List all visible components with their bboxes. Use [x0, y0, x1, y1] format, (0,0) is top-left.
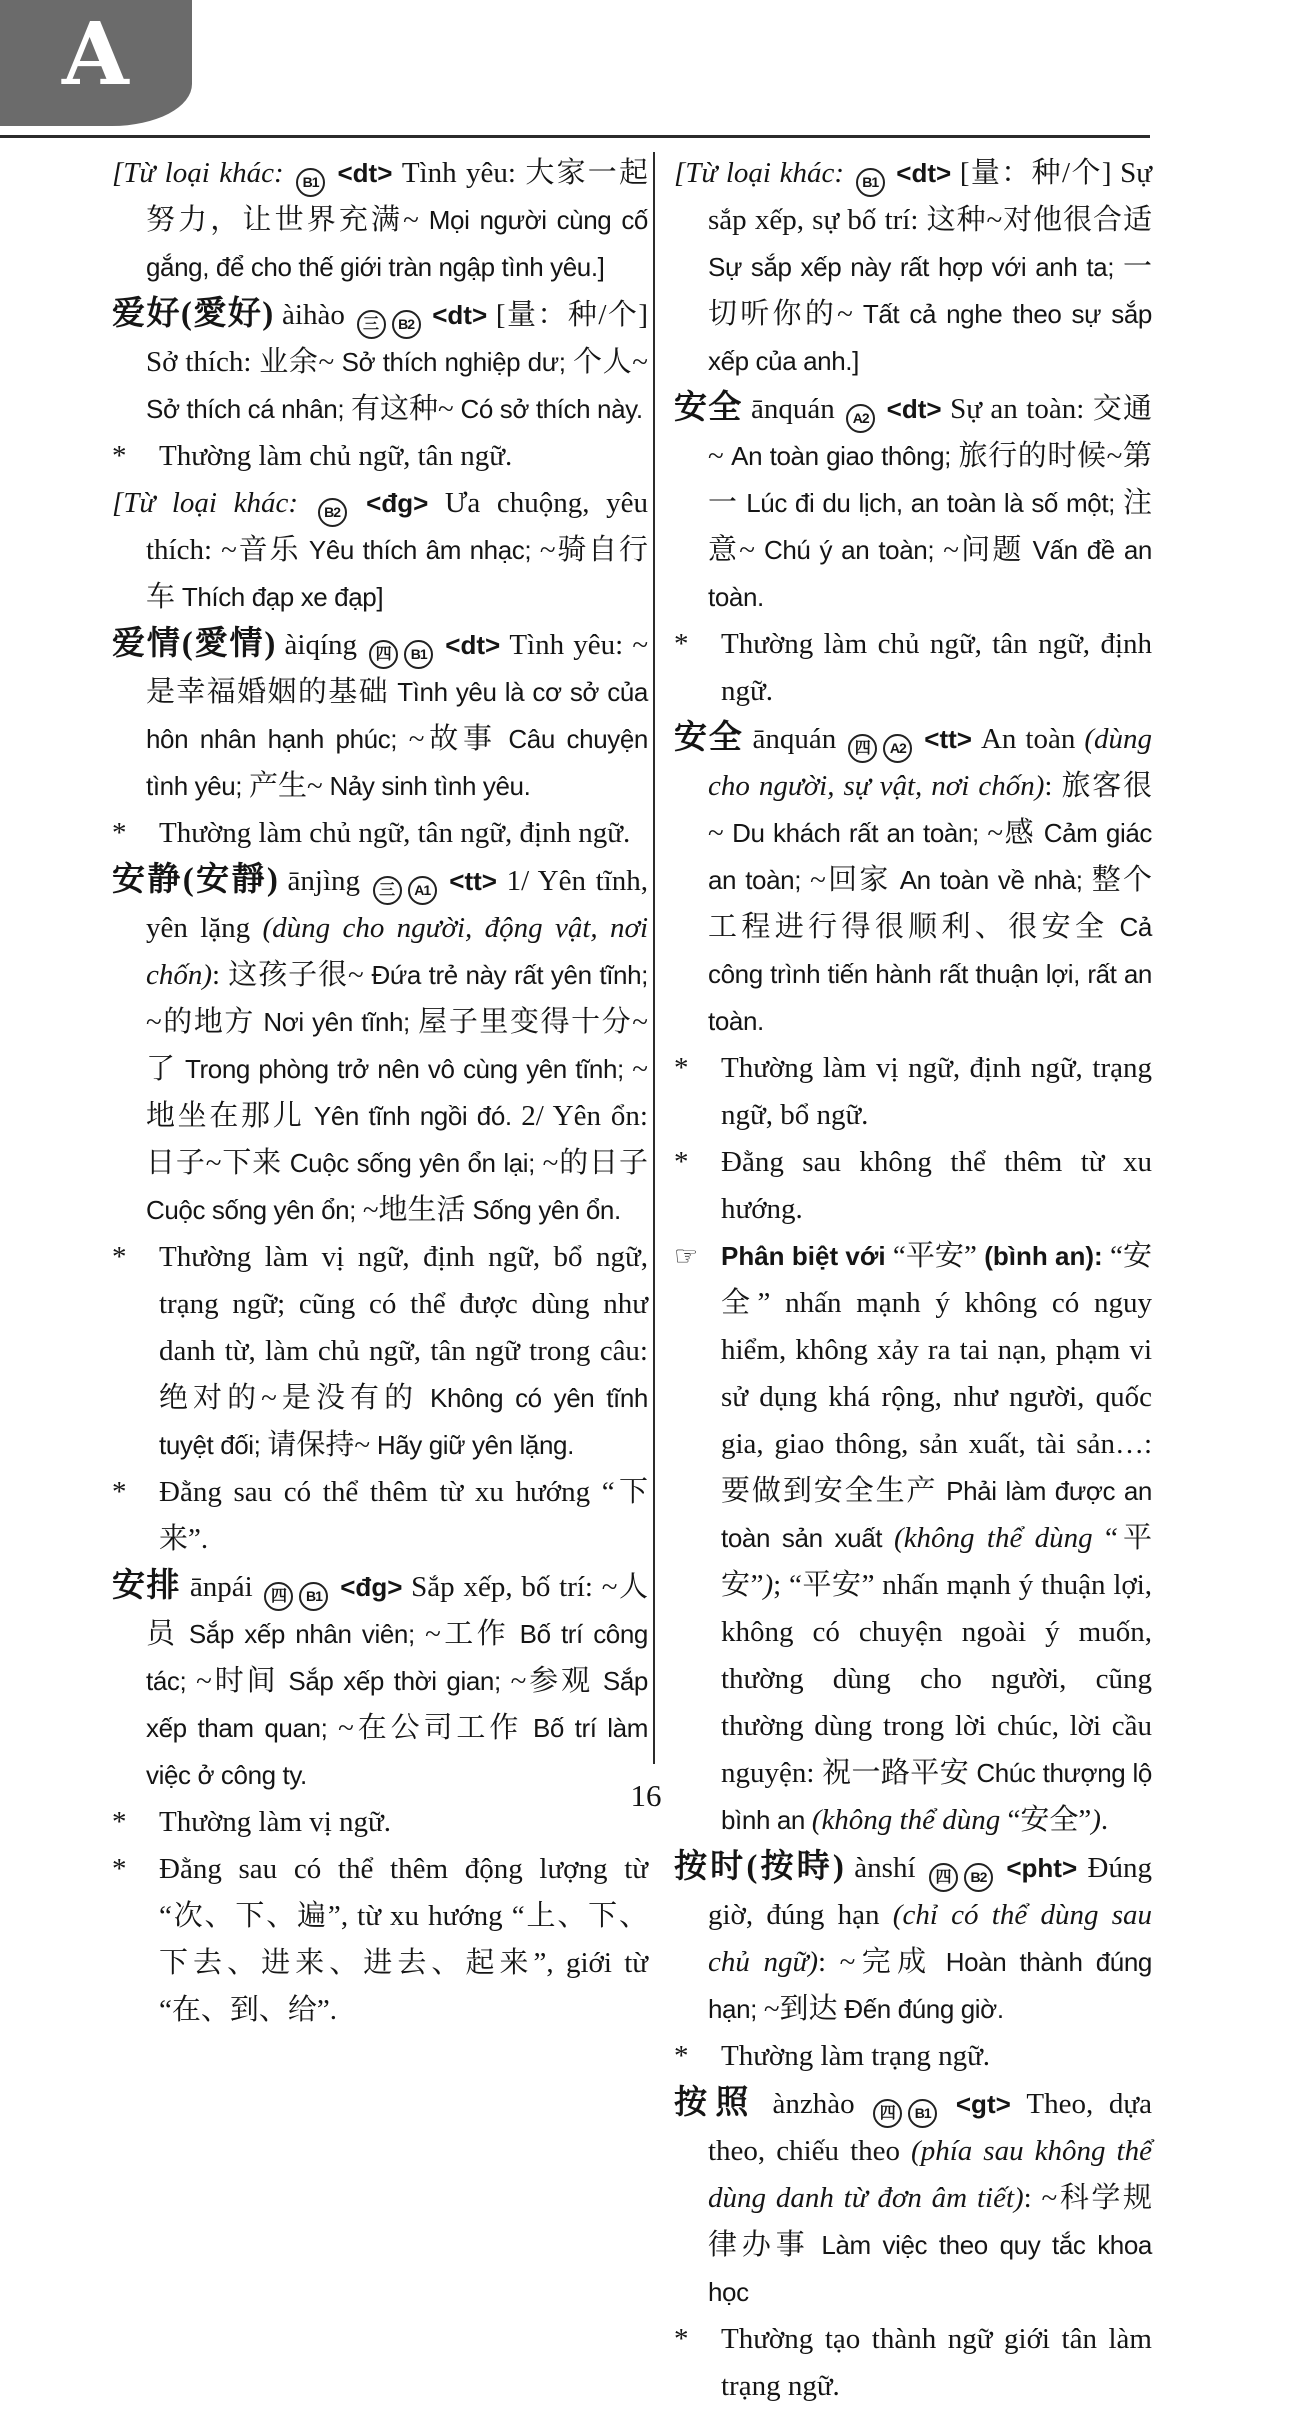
text-run: Làm việc theo quy tắc khoa học: [708, 2230, 1152, 2307]
chinese-text: “安全”: [1007, 1804, 1092, 1836]
text-run: Sắp xếp tham quan;: [146, 1666, 648, 1743]
chinese-text: ~骑自行车: [146, 534, 648, 613]
text-run: ): [1091, 1804, 1101, 1836]
text-run: Du khách rất an toàn;: [723, 818, 988, 848]
usage-note: [112, 1846, 648, 2034]
text-run: Yên tĩnh ngồi đó.: [304, 1101, 522, 1131]
text-run: Vấn đề an toàn.: [708, 535, 1152, 612]
chinese-text: “平安”: [789, 1569, 875, 1601]
text-run: (không thể dùng: [811, 1804, 1008, 1836]
chinese-text: 一切听你的~: [708, 251, 1152, 330]
chinese-text: 祝一路平安: [822, 1757, 970, 1789]
chinese-text: ~音乐: [221, 534, 301, 566]
dictionary-entry: [674, 715, 1152, 1045]
continuation-note: [674, 150, 1152, 385]
level-badge: B1: [856, 168, 885, 197]
chinese-text: 业余~: [259, 346, 335, 378]
chinese-text: 日子~下来: [146, 1147, 283, 1179]
level-badge: A1: [408, 876, 437, 905]
text-run: An toàn về nhà;: [890, 865, 1092, 895]
chinese-text: ~故事: [408, 723, 497, 755]
text-run: Có sở thích này.: [453, 394, 643, 424]
text-run: ;: [773, 1569, 790, 1601]
text-run: Đằng sau không thể thêm từ xu hướng.: [721, 1146, 1152, 1225]
text-run: Thường tạo thành ngữ giới tân làm trạng ngữ.: [721, 2323, 1152, 2402]
asterisk-marker: *: [112, 1806, 127, 1838]
chinese-text: ~的地方: [146, 1006, 255, 1038]
text-run: Bố trí công tác;: [146, 1619, 648, 1696]
hsk-level-badge: 四: [848, 734, 877, 763]
headword: 安静(安靜): [112, 862, 278, 898]
chinese-text: ~完成: [839, 1946, 933, 1978]
text-run: Thường làm chủ ngữ, tân ngữ, định ngữ.: [159, 817, 631, 849]
chinese-text: ~地生活: [362, 1194, 466, 1226]
text-run: Tình yêu:: [509, 629, 633, 661]
text-run: Sự sắp xếp, sự bố trí:: [708, 157, 1152, 236]
pinyin: ānjìng: [277, 865, 370, 897]
chinese-text: “上、下、下去、进来、进去、起来”: [159, 1900, 649, 1979]
text-run: Sắp xếp nhân viên;: [178, 1619, 426, 1649]
text-run: ): [763, 1569, 774, 1601]
text-run: 1/ Yên tĩnh, yên lặng: [146, 865, 648, 944]
text-run: Hoàn thành đúng hạn;: [708, 1947, 1152, 2024]
text-run: An toàn: [980, 723, 1085, 755]
pinyin: àihào: [273, 299, 354, 331]
chinese-text: ~工作: [425, 1618, 510, 1650]
level-badge: B1: [908, 2099, 937, 2128]
chinese-text: 旅客很~: [708, 770, 1152, 849]
text-run: Sắp xếp thời gian;: [278, 1666, 511, 1696]
pinyin: àiqíng: [275, 629, 367, 661]
text-run: Sự an toàn:: [950, 393, 1093, 425]
chinese-text: 注意~: [708, 487, 1152, 566]
text-run: [Từ loại khác:: [112, 157, 294, 189]
asterisk-marker: *: [112, 1853, 127, 1885]
text-run: Thích đạp xe đạp]: [175, 582, 384, 612]
chinese-text: “平安”: [892, 1240, 977, 1272]
usage-note: [112, 810, 648, 857]
headword: 按照: [674, 2085, 757, 2121]
text-run: Phải làm được an toàn sản xuất: [721, 1476, 1152, 1553]
headword: 按时(按時): [674, 1849, 844, 1885]
asterisk-marker: *: [112, 1241, 127, 1273]
section-tab: [0, 0, 192, 126]
asterisk-marker: *: [674, 2040, 689, 2072]
usage-note: [112, 433, 648, 480]
text-run: Không có yên tĩnh tuyệt đối;: [159, 1383, 648, 1460]
chinese-text: ~问题: [943, 534, 1024, 566]
usage-note: [674, 1139, 1152, 1233]
text-run: Tình yêu:: [401, 157, 526, 189]
text-run: (dùng cho người, sự vật, nơi chốn): [708, 723, 1152, 802]
text-run: Cả công trình tiến hành rất thuận lợi, rất an toàn.: [708, 912, 1152, 1036]
part-of-speech-tag: <tt>: [439, 866, 507, 896]
pinyin: ānpái: [181, 1571, 262, 1603]
text-run: Thường làm chủ ngữ, tân ngữ, định ngữ.: [721, 628, 1152, 707]
asterisk-marker: *: [674, 2323, 689, 2355]
level-badge: A2: [883, 734, 912, 763]
text-run: Tất cả nghe theo sự sắp xếp của anh.]: [708, 299, 1152, 376]
text-run: Đến đúng giờ.: [837, 1994, 1004, 2024]
pointing-hand-icon: ☞: [674, 1241, 699, 1272]
text-run: (dùng cho người, động vật, nơi chốn): [146, 912, 649, 991]
chinese-text: 这孩子很~: [228, 959, 364, 991]
left-column: [112, 150, 648, 2034]
chinese-text: [量：种/个]: [495, 299, 649, 331]
text-run: (chỉ có thể dùng sau chủ ngữ): [708, 1899, 1153, 1978]
pinyin: ānquán: [743, 723, 846, 755]
chinese-text: ~参观: [510, 1665, 594, 1697]
text-run: , giới từ: [546, 1947, 648, 1979]
text-run: 2/ Yên ổn:: [521, 1100, 648, 1132]
dictionary-entry: [674, 2080, 1152, 2316]
asterisk-marker: *: [674, 628, 689, 660]
comparison-note: [674, 1233, 1152, 1844]
chinese-text: “在、到、给”: [159, 1994, 330, 2026]
chinese-text: 要做到安全生产: [721, 1475, 938, 1507]
chinese-text: ~是幸福婚姻的基础: [146, 629, 649, 708]
text-run: Chú ý an toàn;: [754, 535, 944, 565]
chinese-text: 请保持~: [267, 1429, 371, 1461]
text-run: Đằng sau có thể thêm từ xu hướng: [159, 1476, 602, 1508]
dictionary-entry: [112, 291, 648, 433]
pinyin: ànzhào: [756, 2088, 871, 2120]
text-run: Cuộc sống yên ổn lại;: [282, 1148, 543, 1178]
text-run: Đằng sau có thể thêm động lượng từ: [159, 1853, 648, 1885]
chinese-text: 产生~: [248, 770, 323, 802]
text-run: Nảy sinh tình yêu.: [322, 771, 531, 801]
text-run: [Từ loại khác:: [674, 157, 853, 189]
text-run: Yêu thích âm nhạc;: [300, 535, 540, 565]
text-run: Chúc thượng lộ bình an: [721, 1758, 1152, 1835]
usage-note: [674, 2033, 1152, 2080]
text-run: Trong phòng trở nên vô cùng yên tĩnh;: [176, 1054, 633, 1084]
text-run: .: [1100, 1804, 1109, 1836]
text-run: , từ xu hướng: [340, 1900, 512, 1932]
chinese-text: 大家一起努力，让世界充满~: [146, 157, 648, 236]
text-run: Sống yên ổn.: [465, 1195, 621, 1225]
text-run: nhấn mạnh ý thuận lợi, không có chuyện ngoài ý muốn, thường dùng cho người, cũng thường dùng trong lời chúc, lời cầu nguyện:: [721, 1569, 1153, 1789]
part-of-speech-tag: <gt>: [940, 2089, 1027, 2119]
part-of-speech-tag: <dt>: [436, 630, 510, 660]
text-run: Sắp xếp, bố trí:: [411, 1571, 602, 1603]
text-run: Sở thích nghiệp dư;: [334, 347, 574, 377]
part-of-speech-tag: <dt>: [328, 158, 402, 188]
text-run: Thường làm vị ngữ, định ngữ, bổ ngữ, trạng ngữ; cũng có thể được dùng như danh từ, làm chủ ngữ, tân ngữ trong câu:: [159, 1241, 648, 1367]
text-run: [Từ loại khác:: [112, 487, 315, 519]
text-run: :: [1023, 2182, 1042, 2214]
part-of-speech-tag: <dt>: [423, 300, 496, 330]
chinese-text: “下来”: [159, 1476, 648, 1555]
text-run: :: [817, 1946, 840, 1978]
text-run: Nơi yên tĩnh;: [254, 1007, 419, 1037]
column-divider: [653, 152, 655, 1764]
text-run: Sự sắp xếp này rất hợp với anh ta;: [708, 252, 1123, 282]
chinese-text: 这种~对他很合适: [926, 204, 1152, 236]
chinese-text: ~在公司工作: [338, 1712, 523, 1744]
text-run: Đúng giờ, đúng hạn: [708, 1852, 1152, 1931]
asterisk-marker: *: [112, 817, 127, 849]
text-run: Bố trí làm việc ở công ty.: [146, 1713, 648, 1790]
text-run: (không thể dùng: [894, 1522, 1106, 1554]
chinese-text: ~地坐在那儿: [146, 1053, 648, 1132]
text-run: :: [212, 959, 229, 991]
part-of-speech-tag: <đg>: [331, 1572, 412, 1602]
asterisk-marker: *: [674, 1146, 689, 1178]
dictionary-entry: [112, 621, 648, 810]
level-badge: A2: [846, 404, 875, 433]
hsk-level-badge: 三: [357, 310, 386, 339]
text-run: Cuộc sống yên ổn;: [146, 1195, 363, 1225]
text-run: Hãy giữ yên lặng.: [370, 1430, 574, 1460]
level-badge: B2: [392, 310, 421, 339]
level-badge: B2: [964, 1863, 993, 1892]
level-badge: B1: [404, 640, 433, 669]
part-of-speech-tag: <dt>: [887, 158, 960, 188]
usage-note: [674, 2316, 1152, 2410]
chinese-text: ~科学规律办事: [708, 2182, 1152, 2261]
chinese-text: [量：种/个]: [959, 157, 1112, 189]
header-rule: [0, 135, 1150, 138]
text-run: Cảm giác an toàn;: [708, 818, 1152, 895]
text-run: .: [329, 1994, 337, 2026]
right-column: [674, 150, 1152, 2410]
chinese-text: 有这种~: [350, 393, 454, 425]
text-run: Câu chuyện tình yêu;: [146, 724, 648, 801]
chinese-text: 旅行的时候~第一: [708, 440, 1152, 519]
headword: 爱情(愛情): [112, 626, 276, 662]
hsk-level-badge: 四: [929, 1863, 958, 1892]
chinese-text: “次、下、遍”: [159, 1900, 341, 1932]
text-run: An toàn giao thông;: [723, 441, 959, 471]
dictionary-entry: [112, 857, 648, 1234]
section-letter: A: [62, 4, 129, 105]
chinese-text: “平安”: [721, 1522, 1152, 1601]
page-number: 16: [630, 1778, 662, 1813]
chinese-text: 屋子里变得十分~了: [146, 1006, 648, 1085]
headword: 安排: [112, 1568, 182, 1604]
continuation-note: [112, 480, 648, 621]
chinese-text: ~到达: [763, 1993, 838, 2025]
chinese-text: 个人~: [573, 346, 648, 378]
text-run: Mọi người cùng cố gắng, để cho thế giới tràn ngập tình yêu.]: [146, 205, 648, 282]
text-run: nhấn mạnh ý không có nguy hiểm, không xảy ra tai nạn, phạm vi sử dụng khá rộng, như người, quốc gia, giao thông, sản xuất, tài sản…:: [721, 1287, 1153, 1460]
headword: 安全: [674, 390, 743, 426]
text-run: Sở thích:: [146, 346, 260, 378]
pinyin: ànshí: [843, 1852, 926, 1884]
text-run: Thường làm vị ngữ, định ngữ, trạng ngữ, bổ ngữ.: [721, 1052, 1152, 1131]
part-of-speech-tag: <pht>: [995, 1853, 1088, 1883]
text-run: (bình an):: [976, 1241, 1111, 1271]
usage-note: [112, 1234, 648, 1469]
usage-note: [674, 621, 1152, 715]
chinese-text: 交通~: [708, 393, 1152, 472]
chinese-text: ~人员: [146, 1571, 649, 1650]
chinese-text: “安全”: [721, 1240, 1152, 1319]
level-badge: B1: [296, 168, 325, 197]
text-run: :: [1044, 770, 1062, 802]
text-run: Đứa trẻ này rất yên tĩnh;: [363, 960, 648, 990]
asterisk-marker: *: [112, 440, 127, 472]
text-run: Tình yêu là cơ sở của hôn nhân hạnh phúc;: [146, 677, 648, 754]
chinese-text: ~的日子: [542, 1147, 648, 1179]
dictionary-entry: [112, 1563, 648, 1799]
continuation-note: [112, 150, 648, 291]
usage-note: [674, 1045, 1152, 1139]
asterisk-marker: *: [674, 1052, 689, 1084]
text-run: Thường làm vị ngữ.: [159, 1806, 392, 1838]
text-run: Theo, dựa theo, chiếu theo: [708, 2088, 1153, 2167]
level-badge: B1: [299, 1582, 328, 1611]
text-run: Thường làm trạng ngữ.: [721, 2040, 991, 2072]
text-run: Phân biệt với: [721, 1241, 893, 1271]
text-run: Lúc đi du lịch, an toàn là số một;: [738, 488, 1123, 518]
level-badge: B2: [318, 498, 347, 527]
text-run: Ưa chuộng, yêu thích:: [146, 487, 648, 566]
chinese-text: ~回家: [810, 864, 891, 896]
usage-note: [112, 1469, 648, 1563]
dictionary-entry: [674, 1844, 1152, 2033]
text-run: Sở thích cá nhân;: [146, 394, 351, 424]
headword: 爱好(愛好): [112, 296, 274, 332]
chinese-text: 整个工程进行得很顺利、很安全: [708, 864, 1152, 943]
part-of-speech-tag: <đg>: [349, 488, 445, 518]
hsk-level-badge: 四: [264, 1582, 293, 1611]
chinese-text: ~时间: [196, 1665, 279, 1697]
part-of-speech-tag: <dt>: [878, 394, 951, 424]
text-run: (phía sau không thể dùng danh từ đơn âm tiết): [708, 2135, 1152, 2214]
part-of-speech-tag: <tt>: [915, 724, 981, 754]
hsk-level-badge: 三: [373, 876, 402, 905]
hsk-level-badge: 四: [873, 2099, 902, 2128]
text-run: .: [200, 1523, 209, 1555]
chinese-text: 绝对的~是没有的: [159, 1382, 419, 1414]
asterisk-marker: *: [112, 1476, 127, 1508]
hsk-level-badge: 四: [369, 640, 398, 669]
headword: 安全: [674, 720, 744, 756]
dictionary-entry: [674, 385, 1152, 621]
pinyin: ānquán: [742, 393, 844, 425]
text-run: Thường làm chủ ngữ, tân ngữ.: [159, 440, 513, 472]
chinese-text: ~感: [987, 817, 1036, 849]
